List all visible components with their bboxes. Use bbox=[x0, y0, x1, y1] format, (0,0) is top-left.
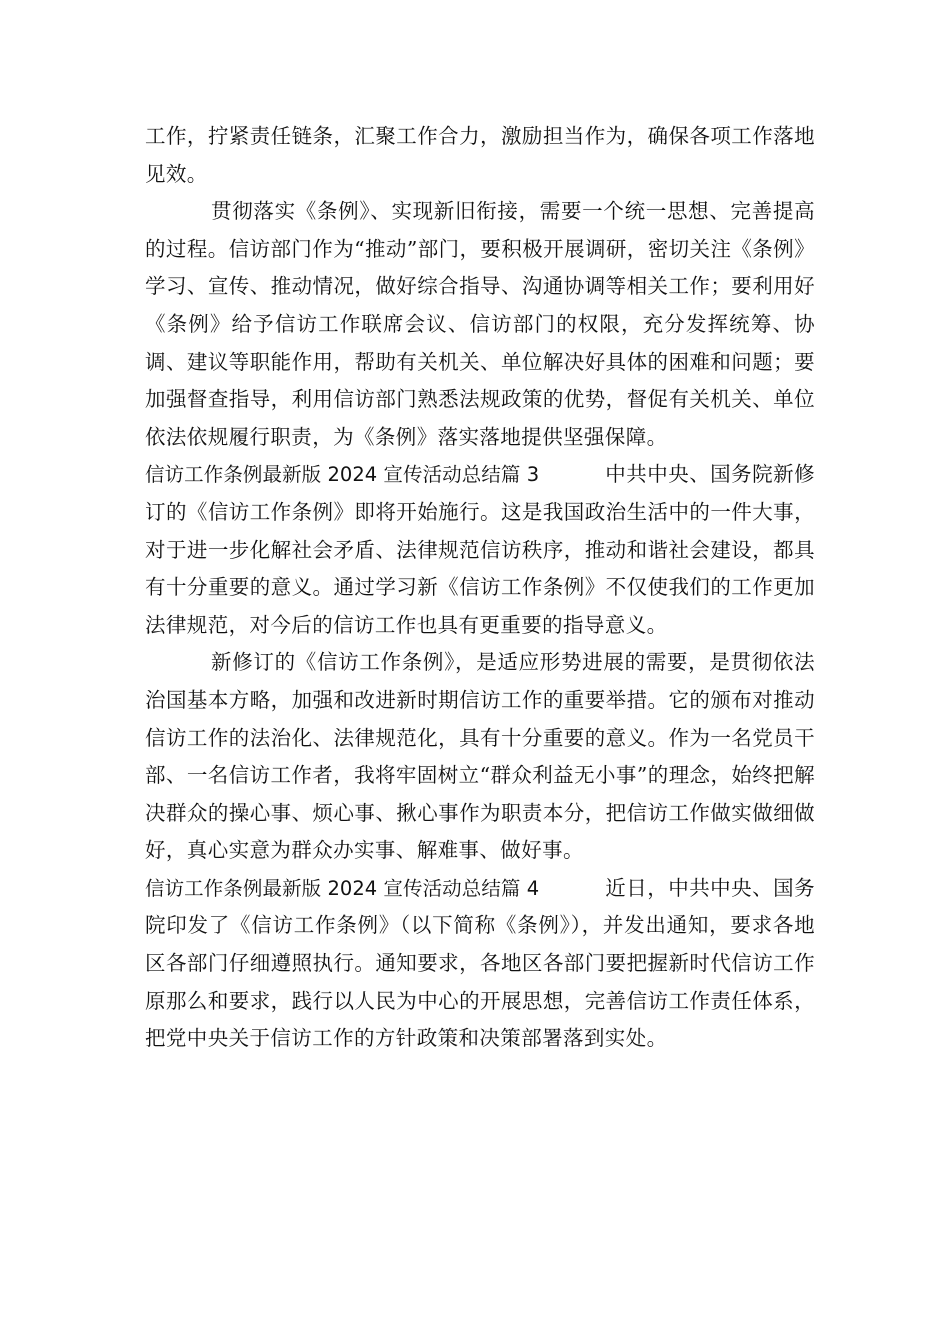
section-4-text: 近日，中共中央、国务院印发了《信访工作条例》（以下简称《条例》），并发出通知，要求各地区各部门仔细遵照执行。通知要求，各地区各部门要把握新时代信访工作原那么和要求，践行以人民为中心的开展思想，完善信访工作责任体系，把党中央关于信访工作的方针政策和决策部署落到实处。 bbox=[145, 875, 816, 1051]
document-page bbox=[145, 118, 815, 1058]
paragraph-continuation: 工作，拧紧责任链条，汇聚工作合力，激励担当作为，确保各项工作落地见效。 bbox=[145, 124, 815, 186]
section-3 bbox=[145, 456, 815, 644]
section-4 bbox=[145, 870, 815, 1058]
section-3-heading: 信访工作条例最新版 2024 宣传活动总结篇 3 bbox=[145, 463, 540, 487]
section-3-text: 中共中央、国务院新修订的《信访工作条例》即将开始施行。这是我国政治生活中的一件大事，对于进一步化解社会矛盾、法律规范信访秩序，推动和谐社会建设，都具有十分重要的意义。通过学习新《信访工作条例》不仅使我们的工作更加法律规范，对今后的信访工作也具有更重要的指导意义。 bbox=[145, 462, 816, 637]
paragraph-revised-regulation: 新修订的《信访工作条例》，是适应形势进展的需要，是贯彻依法治国基本方略，加强和改进新时期信访工作的重要举措。它的颁布对推动信访工作的法治化、法律规范化，具有十分重要的意义。作为一名党员干部、一名信访工作者，我将牢固树立“群众利益无小事”的理念，始终把解决群众的操心事、烦心事、揪心事作为职责本分，把信访工作做实做细做好，真心实意为群众办实事、解难事、做好事。 bbox=[145, 650, 815, 863]
section-4-heading: 信访工作条例最新版 2024 宣传活动总结篇 4 bbox=[145, 876, 540, 900]
paragraph-implementation: 贯彻落实《条例》、实现新旧衔接，需要一个统一思想、完善提高的过程。信访部门作为“推动”部门，要积极开展调研，密切关注《条例》学习、宣传、推动情况，做好综合指导、沟通协调等相关工作；要利用好《条例》给予信访工作联席会议、信访部门的权限，充分发挥统筹、协调、建议等职能作用，帮助有关机关、单位解决好具体的困难和问题；要加强督查指导，利用信访部门熟悉法规政策的优势，督促有关机关、单位依法依规履行职责，为《条例》落实落地提供坚强保障。 bbox=[145, 199, 815, 449]
